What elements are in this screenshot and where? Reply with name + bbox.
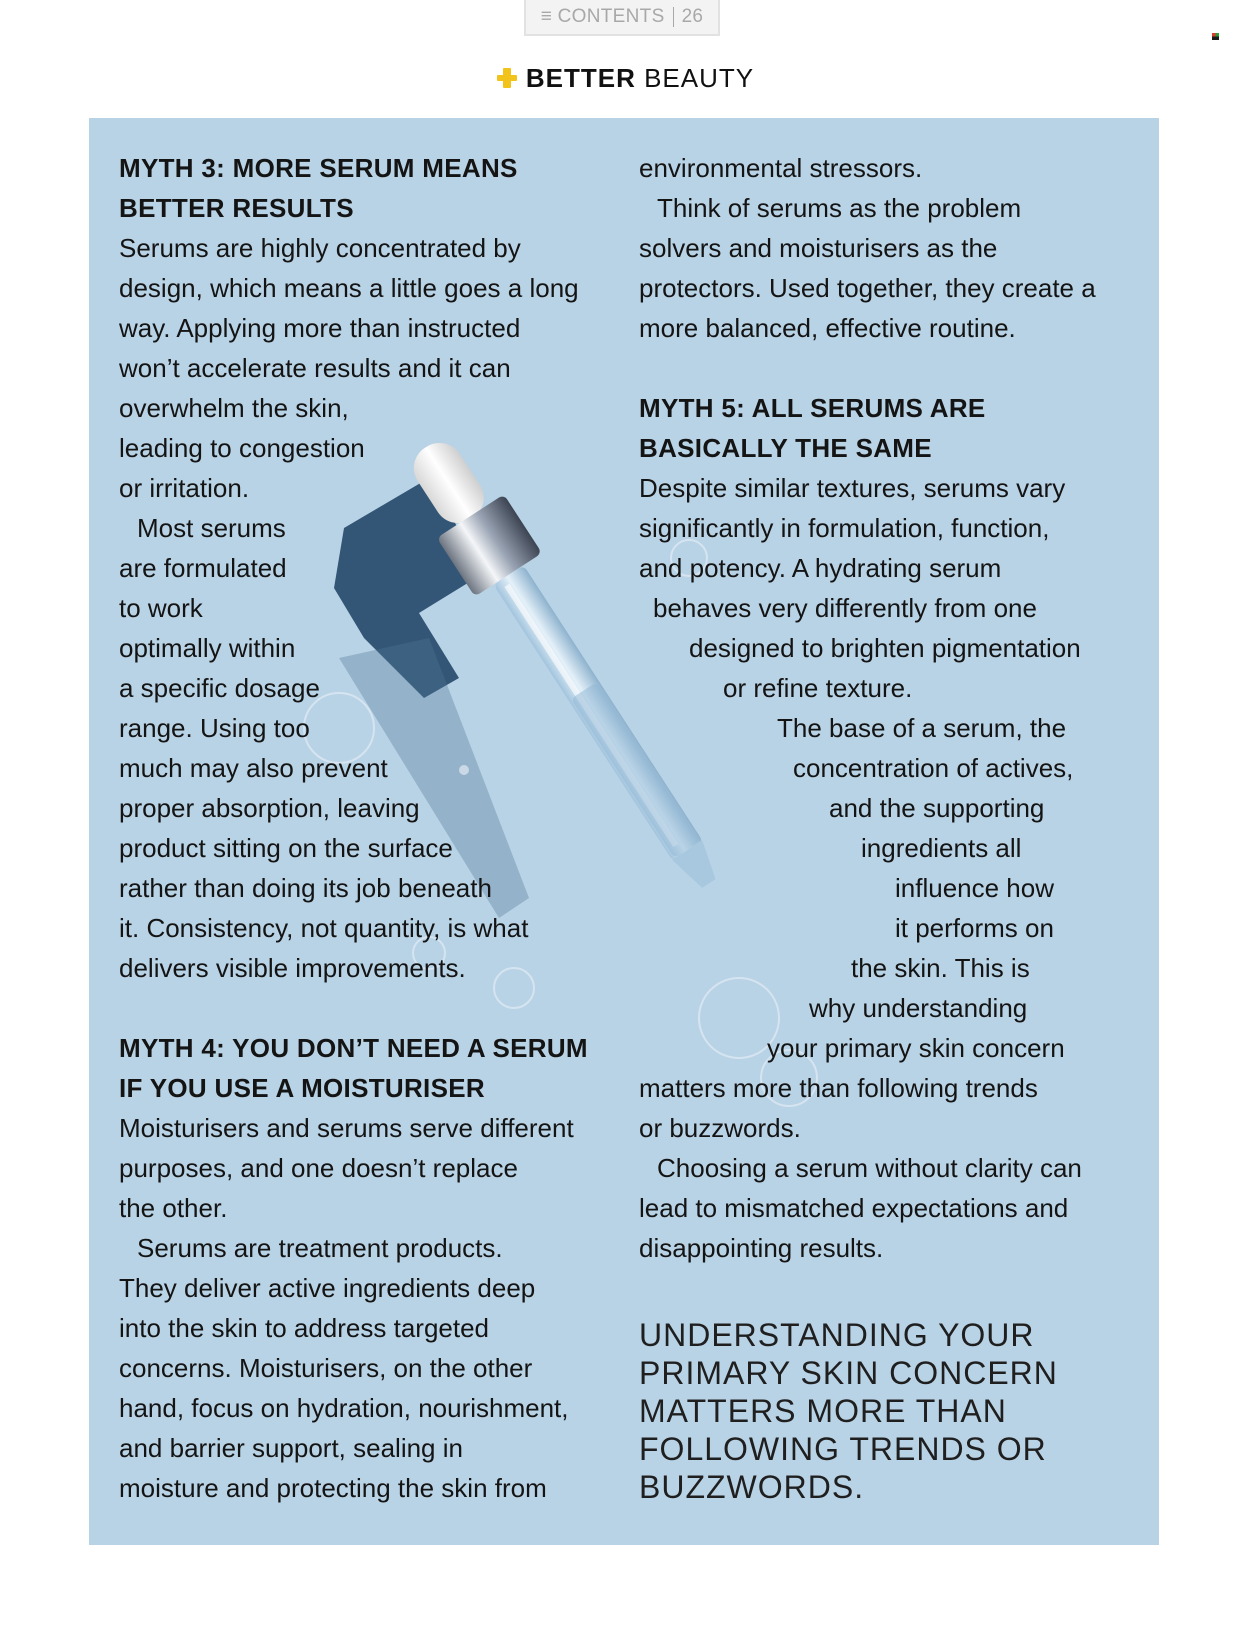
section-header [0,63,1250,94]
myth3-heading: MYTH 3: MORE SERUM MEANS BETTER RESULTS [119,153,518,223]
page-number: 26 [681,6,704,27]
myth3-paragraph-2: Most serums are formulated to work optimally within a specific dosage range. Using too much may also prevent proper absorption, leaving product sitting on the surface rather than doing its job beneath it. Consistency, not quantity, is what delivers visible improvements. [119,513,529,983]
color-mark-icon [1212,33,1219,40]
pull-quote: UNDERSTANDING YOUR PRIMARY SKIN CONCERN MATTERS MORE THAN FOLLOWING TRENDS OR BUZZWORDS. [639,1317,1058,1505]
header-title-bold: BETTER [525,63,636,93]
left-column [119,148,619,1508]
myth3-paragraph-1: Serums are highly concentrated by design, which means a little goes a long way. Applying more than instructed won’t accelerate results and it can overwhelm the skin, leading to congestion or irritation. [119,233,579,503]
contents-link[interactable] [524,0,720,36]
article-panel [89,118,1159,1545]
contents-label: ≡ CONTENTS [540,6,665,27]
plus-icon [496,67,518,89]
myth5-paragraph-1: Despite similar textures, serums vary significantly in formulation, function, and potency. A hydrating serum behaves very differently from one designed to brighten pigmentation or refine texture. [639,473,1081,703]
myth4-paragraph-1: Moisturisers and serums serve different purposes, and one doesn’t replace the other. [119,1113,574,1223]
myth4-paragraph-continued: environmental stressors. [639,153,923,183]
right-column [639,148,1139,1506]
divider [673,7,674,27]
myth4-heading: MYTH 4: YOU DON’T NEED A SERUM IF YOU USE A MOISTURISER [119,1033,588,1103]
header-title-light: BEAUTY [644,63,755,93]
myth4-paragraph-2: Serums are treatment products. They deliver active ingredients deep into the skin to address targeted concerns. Moisturisers, on the other hand, focus on hydration, nourishment, and barrier support, sealing in moisture and protecting the skin from [119,1233,569,1503]
myth5-heading: MYTH 5: ALL SERUMS ARE BASICALLY THE SAME [639,393,986,463]
myth5-paragraph-3: Choosing a serum without clarity can lead to mismatched expectations and disappointing results. [639,1153,1082,1263]
myth5-paragraph-2: The base of a serum, the concentration of actives, and the supporting ingredients all influence how it performs on the skin. This is why understanding your primary skin concern matters more than following trends or buzzwords. [639,713,1074,1143]
myth4-paragraph-3: Think of serums as the problem solvers and moisturisers as the protectors. Used together, they create a more balanced, effective routine. [639,193,1096,343]
